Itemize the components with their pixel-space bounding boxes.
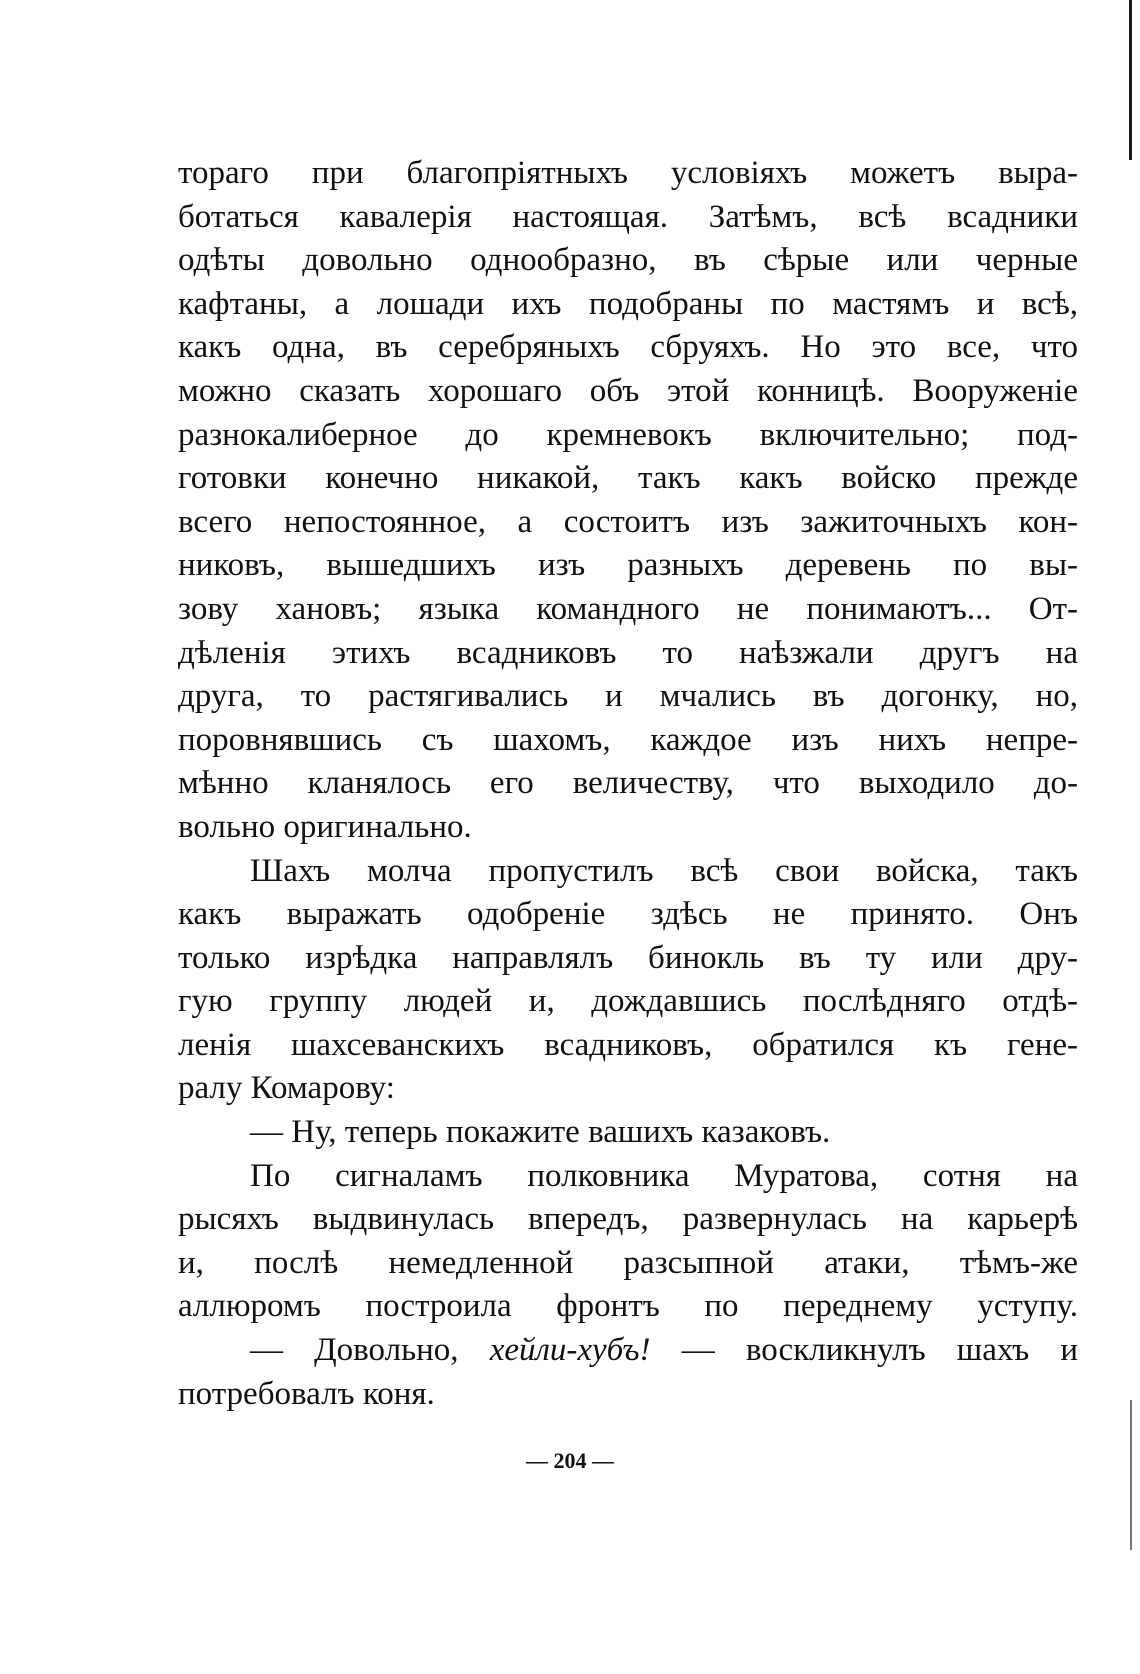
page-number: — 204 —: [526, 1448, 614, 1473]
text-line: какъ выражать одобреніе здѣсь не принято. Онъ: [178, 896, 1078, 933]
scan-edge-mark: [1129, 0, 1132, 160]
text-line: Шахъ молча пропустилъ всѣ свои войска, такъ: [250, 852, 1078, 889]
text-run: — воскликнулъ шахъ и: [650, 1332, 1078, 1369]
text-line: По сигналамъ полковника Муратова, сотня на: [250, 1157, 1078, 1194]
text-line: какъ одна, въ серебряныхъ сбруяхъ. Но это все, что: [178, 329, 1078, 366]
text-line: всего непостоянное, а состоитъ изъ зажиточныхъ кон-: [178, 503, 1078, 540]
text-line: ботаться кавалерія настоящая. Затѣмъ, всѣ всадники: [178, 198, 1078, 235]
text-line: гую группу людей и, дождавшись послѣдняго отдѣ-: [178, 983, 1078, 1020]
text-run: — Довольно,: [250, 1332, 490, 1369]
text-line: только изрѣдка направлялъ бинокль въ ту или дру-: [178, 939, 1078, 976]
scan-edge-mark-lower: [1130, 1400, 1132, 1550]
text-line: мѣнно кланялось его величеству, что выходило до-: [178, 765, 1078, 802]
text-line: аллюромъ построила фронтъ по переднему уступу.: [178, 1288, 1078, 1325]
text-line: — Ну, теперь покажите вашихъ казаковъ.: [250, 1114, 831, 1151]
body-text: [178, 152, 1078, 1416]
text-line: вольно оригинально.: [178, 808, 472, 845]
text-line-with-italic: [178, 1329, 1078, 1373]
text-line: дѣленія этихъ всадниковъ то наѣзжали другъ на: [178, 634, 1078, 671]
text-line: тораго при благопріятныхъ условіяхъ можетъ выра-: [178, 155, 1078, 191]
text-line: разнокалиберное до кремневокъ включительно; под-: [178, 416, 1078, 453]
italic-exclamation: хейли-хубъ!: [489, 1332, 651, 1369]
text-line: ленія шахсеванскихъ всадниковъ, обратился къ гене-: [178, 1026, 1078, 1063]
text-line: ралу Комарову:: [178, 1070, 395, 1107]
text-line: рысяхъ выдвинулась впередъ, развернулась на карьерѣ: [178, 1201, 1078, 1238]
text-line: кафтаны, а лошади ихъ подобраны по мастямъ и всѣ,: [178, 285, 1078, 322]
text-line: готовки конечно никакой, такъ какъ войско прежде: [178, 460, 1078, 497]
text-line: никовъ, вышедшихъ изъ разныхъ деревень по вы-: [178, 547, 1078, 584]
text-line: поровнявшись съ шахомъ, каждое изъ нихъ непре-: [178, 721, 1078, 758]
text-line: потребовалъ коня.: [178, 1375, 435, 1412]
text-line: друга, то растягивались и мчались въ догонку, но,: [178, 678, 1078, 715]
text-line: одѣты довольно однообразно, въ сѣрые или черные: [178, 242, 1078, 279]
text-line: зову хановъ; языка командного не понимаютъ... От-: [178, 590, 1078, 627]
text-line: и, послѣ немедленной разсыпной атаки, тѣмъ-же: [178, 1244, 1078, 1281]
text-line: можно сказать хорошаго объ этой конницѣ. Вооруженіе: [178, 372, 1078, 409]
